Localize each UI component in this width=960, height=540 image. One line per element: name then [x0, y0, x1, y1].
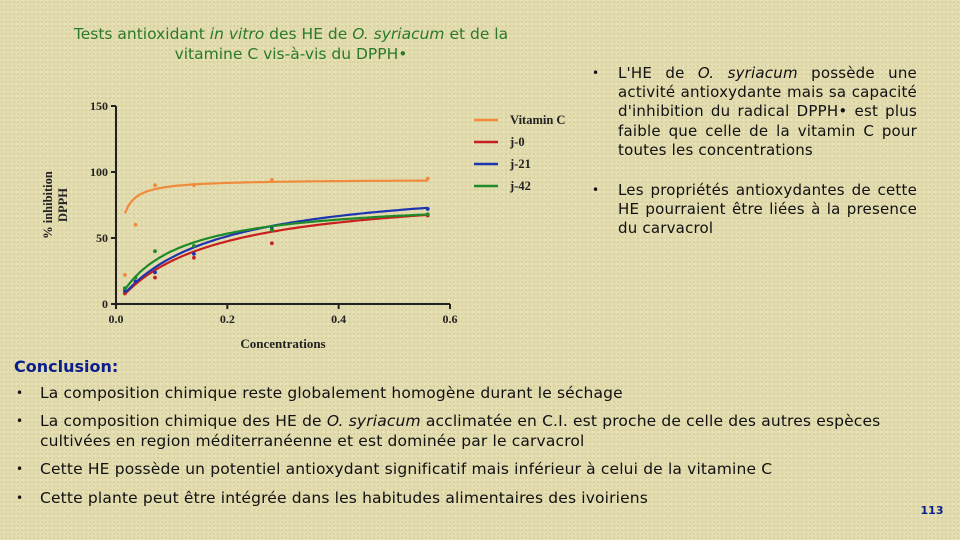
- finding-2-text: Les propriétés antioxydantes de cette HE pourraient être liées à la presence du carvacrol: [618, 181, 917, 238]
- data-point: [134, 223, 138, 227]
- title-line-2: vitamine C vis-à-vis du DPPH•: [174, 45, 408, 63]
- inhibition-chart: [36, 92, 596, 357]
- bullet-icon: •: [592, 66, 600, 80]
- x-tick-label: 0.0: [108, 312, 124, 326]
- conclusion-4-text: Cette plante peut être intégrée dans les habitudes alimentaires des ivoiriens: [40, 488, 648, 507]
- data-point: [192, 252, 196, 256]
- title-line-1: [0, 24, 582, 44]
- chart-data-points: [123, 177, 430, 296]
- title-text-d: O. syriacum: [352, 25, 445, 43]
- conclusion-2-text-c: acclimatée en C.I. est proche de celle des autres espèces cultivées en region méditerranéenne et est dominée par le carvacrol: [40, 412, 881, 450]
- legend-label: j-42: [510, 179, 531, 193]
- conclusion-item: [14, 460, 914, 479]
- title-text-a: Tests antioxidant: [73, 25, 210, 43]
- data-point: [153, 249, 157, 253]
- finding-1-text-b: O. syriacum: [697, 64, 798, 82]
- finding-1-text-a: L'HE de: [618, 64, 698, 82]
- data-point: [270, 241, 274, 245]
- data-point: [123, 286, 127, 290]
- title-text-c: des HE de: [264, 25, 353, 43]
- title-text-b: in vitro: [209, 25, 265, 43]
- y-axis-label: [41, 171, 70, 239]
- x-tick-label: 0.2: [219, 312, 235, 326]
- data-point: [134, 280, 138, 284]
- legend-label: Vitamin C: [510, 113, 566, 127]
- data-point: [153, 183, 157, 187]
- chart-fit-curves: [125, 181, 428, 294]
- data-point: [426, 207, 430, 211]
- y-axis-label-line-1: % inhibition: [41, 171, 55, 239]
- fit-curve: [125, 215, 428, 294]
- data-point: [192, 183, 196, 187]
- conclusion-2-text-b: O. syriacum: [326, 412, 421, 431]
- data-point: [270, 228, 274, 232]
- chart-axes: [41, 99, 458, 351]
- legend-label: j-0: [510, 135, 525, 149]
- finding-item: [592, 64, 917, 160]
- conclusion-2-text-a: La composition chimique des HE de: [40, 412, 327, 431]
- data-point: [192, 256, 196, 260]
- data-point: [426, 177, 430, 181]
- data-point: [153, 270, 157, 274]
- bullet-icon: •: [16, 414, 24, 429]
- data-point: [270, 178, 274, 182]
- fit-curve: [125, 208, 428, 293]
- fit-curve: [125, 181, 428, 214]
- x-tick-label: 0.6: [442, 312, 458, 326]
- y-axis-label-line-2: DPPH: [56, 187, 70, 223]
- bullet-icon: •: [16, 462, 24, 477]
- bullet-icon: •: [16, 490, 24, 505]
- fit-curve: [125, 214, 428, 289]
- y-tick-label: 0: [102, 297, 108, 311]
- conclusion-3-text: Cette HE possède un potentiel antioxydant significatif mais inférieur à celui de la vitamine C: [40, 460, 773, 479]
- bullet-icon: •: [16, 386, 24, 400]
- y-tick-label: 100: [90, 165, 108, 179]
- bullet-icon: •: [592, 183, 600, 198]
- y-tick-label: 150: [90, 99, 108, 113]
- finding-item: [592, 181, 917, 239]
- conclusion-heading: Conclusion:: [14, 357, 119, 376]
- conclusion-1-text: La composition chimique reste globalement homogène durant le séchage: [40, 384, 623, 402]
- data-point: [134, 276, 138, 280]
- data-point: [192, 244, 196, 248]
- data-point: [153, 276, 157, 280]
- conclusion-item: [14, 412, 914, 451]
- chart-legend: [474, 113, 565, 193]
- conclusion-item: [14, 489, 914, 508]
- slide-title: [0, 24, 582, 64]
- page-number: 113: [920, 504, 944, 517]
- finding-1-text-c: possède une activité antioxydante mais sa capacité d'inhibition du radical DPPH• est plus faible que celle de la vitamin C pour toutes les concentrations: [618, 64, 917, 159]
- conclusion-list: [14, 384, 914, 508]
- y-tick-label: 50: [96, 231, 108, 245]
- data-point: [426, 212, 430, 216]
- findings-list: [592, 64, 917, 239]
- title-text-e: et de la: [444, 25, 509, 43]
- x-tick-label: 0.4: [331, 312, 347, 326]
- x-axis-label: Concentrations: [240, 336, 326, 351]
- data-point: [123, 273, 127, 277]
- legend-label: j-21: [510, 157, 531, 171]
- conclusion-item: [14, 384, 914, 403]
